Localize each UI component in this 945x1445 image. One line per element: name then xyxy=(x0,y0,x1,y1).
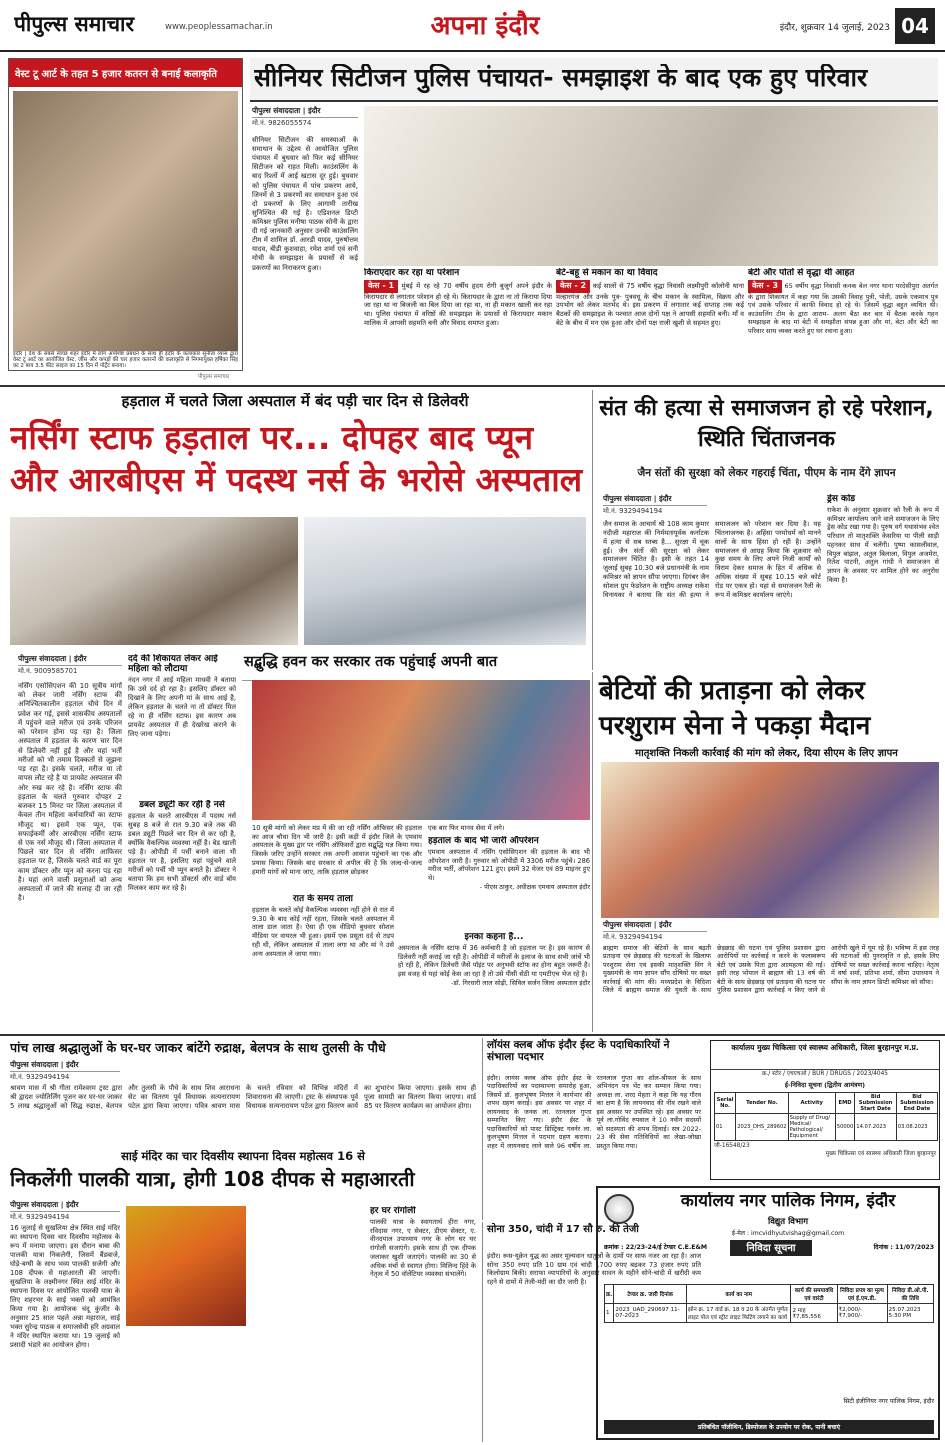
health-footer: मुख्य चिकित्सा एवं स्वास्थ्य अधिकारी जिला बुरहानपुर xyxy=(825,1150,936,1157)
saint-byline xyxy=(603,494,707,518)
dress-text: राकेश के अनुसार शुक्रवार को रैली के रूप में कमिश्नर कार्यालय जाने वाले समाजजन के लिए ड्रेस कोड रखा गया है। पुरुष वर्ग यथासंभव श्वेत परिधान तो मातृशक्ति केसरिया या पीली साड़ी पहनकर साथ में चलेंगी। पुष्पा कासलीवाल, विपुल बांझल, अतुल बिलाला, विपुल अजमेरा, रितेश पाटनी, अतुल गांधी ने समाजजन से ज्ञापन के अवसर पर शामिल होने का अनुरोध किया है। xyxy=(827,506,939,584)
case-2-title: बेटे-बहू से मकान का था विवाद xyxy=(556,268,658,278)
nigam-notice-no: क्रमांक : 22/23-24/ई टेण्डर C.E.E&M xyxy=(604,1244,708,1251)
operation-title: हड़ताल के बाद भी जारी ऑपरेशन xyxy=(428,836,539,846)
case-1-body: मुंबई में रह रहे 70 वर्षीय हृदय रोगी बुजुर्ग अपने इंदौर के किरायदार से लगातार परेशान हो रहे थे। किरायदार के द्वारा ना तो किराया दिया जा रहा था ना बिजली का बिल दिया जा रहा था, ना ही मकान खाली कर रहा था। पुलिस पंचायत में वरिष्ठों की समझाइश के प्रयासों से किरायदार मकान मालिक में आपसी सहमति बनी और विवाद समाप्त हुआ। xyxy=(364,282,552,328)
byline-city: इंदौर xyxy=(66,1060,79,1069)
table-cell: 50000 xyxy=(835,1114,855,1141)
sai-photo xyxy=(126,1206,246,1326)
table-header-cell: Bid Submission Start Date xyxy=(855,1093,897,1114)
hospital-kicker: हड़ताल में चलते जिला अस्पताल में बंद पड़ी चार दिन से डिलेवरी xyxy=(121,393,469,410)
hospital-photo-2 xyxy=(304,517,586,645)
masthead xyxy=(0,0,945,52)
sai-story xyxy=(10,1150,476,1440)
havan-photo xyxy=(252,680,590,820)
nigam-date: दिनांक : 11/07/2023 xyxy=(873,1244,934,1251)
hospital-mobile: मो.नं. 9009585701 xyxy=(18,667,78,675)
operation-credit: - पीएस ठाकुर, अधीक्षक एमवाय अस्पताल इंदौर xyxy=(479,882,590,891)
nigam-table xyxy=(604,1284,934,1323)
table-cell: 2023_UAD_290697 11-07-2023 xyxy=(614,1304,686,1323)
parshuram-body: ब्राह्मण समाज की बेटियों के साथ बढ़ती प्रताड़ना एवं छेड़छाड़ की घटनाओं के खिलाफ परशुराम सेना एवं इसकी मातृशक्ति विंग ने मुख्यमंत्री के नाम ज्ञापन सौंप दोषियों पर सख्त कार्रवाई की मांग की। मध्यप्रदेश के विदिशा जिले में ब्राह्मण समाज की युवती के साथ छेड़छाड़ की घटना एवं पुलिस प्रशासन द्वारा आरोपियों पर कार्रवाई न करने के फलस्वरूप बेटी एवं उसके पिता द्वारा आत्महत्या की गई। इसी तरह भोपाल में ब्राह्मण की 13 वर्ष की बेटी के साथ छेड़छाड़ एवं प्रताड़ना की घटना पर पुलिस प्रशासन द्वारा कार्रवाई न किए जाने से आरोपी खुले में घूम रहे है। भविष्य में इस तरह की घटनाओं की पुनरावृत्ति न हो, इसके लिए दोषियों पर सख्त कार्रवाई करना चाहिए। नेतृत्व में वर्षा शर्मा, प्रतिभा शर्मा, सीमा उपाध्याय ने सौंपा के नाम ज्ञापन डिप्टी कमिश्नर को सौंपा। xyxy=(603,944,939,995)
operation-text: एमवाय अस्पताल में नर्सिंग एसोसिएशन की हड़ताल के बाद भी ऑपरेशन जारी है। गुरुवार को ओपीडी में 3306 मरीज पहुंचे। 286 मरीज भर्ती, ऑपरेशन 121 हुए। इसमें 32 मेजर एवं 89 माइनर हुए थे। xyxy=(428,848,590,883)
case-1-text xyxy=(364,280,552,328)
gold-title: सोना 350, चांदी में 17 सौ रु. की तेजी xyxy=(487,1224,639,1235)
byline-city: इंदौर xyxy=(308,106,321,115)
rudraksh-mobile: मो.नं. 9329494194 xyxy=(10,1073,70,1081)
nigam-slogan: प्रतिबंधित पॉलीथिन, डिस्पोजल के उपयोग पर रोक, पानी बचाएं xyxy=(604,1420,934,1434)
parshuram-byline xyxy=(603,920,707,942)
nigam-email: ई-मेल : imcvidhyutvishag@gmail.com xyxy=(731,1230,845,1237)
case-2 xyxy=(556,268,744,368)
hospital-byline-text: पीपुल्स संवाददाता | इंदौर xyxy=(18,654,122,666)
case-3-body: 65 वर्षीय वृद्धा निवासी कनक बेल नगर थाना परदेसीपुरा अंतर्गत के द्वारा शिकायत में कहा गया कि उसकी विवाह पुत्री, पोती, उसके एकमात्र पुत्र एवं उसके परिवार में काफी विवाद हो रहे थे। जिसमें वृद्धा बहुत व्यथित थी। काउंसलिंग टीम के द्वारा आराम- अलग बैठा कर बार में बैठक करके गहन समझाइश के बाद मां बेटी में समझौता संपन्न हुआ और मां, बेटा और बेटी का परिवार साथ व्यक्त करते हुए घर रवाना हुआ। xyxy=(748,282,938,335)
byline-name: पीपुल्स संवाददाता xyxy=(10,1060,59,1069)
byline-name: पीपुल्स संवाददाता xyxy=(18,654,67,663)
parshuram-photo xyxy=(601,762,939,918)
lions-body: इंदौर। लायंस क्लब ऑफ इंदौर ईस्ट के पदाधिकारियों का पदस्थापना समारोह हुआ, जिसमें डॉ. कुलभूषण मित्तल ने कार्यभार की शपथ ग्रहण कराई। इस अवसर पर शहर में लायनवाद के जनक ला. रतनलाल गुप्ता सम्मानित किए गए। इंदौर ईस्ट के पदाधिकारियों को पास्ट डिस्ट्रिक्ट गवर्नर ला. कुलभूषण मित्तल ने पदभार ग्रहण कराया। शहर में लायनवाद लाने वाले 96 वर्षीय ला. रतनलाल गुप्ता का शॉल-श्रीफल के साथ अभिनंदन पत्र भेंट कर सम्मान किया गया। अध्यक्ष ला. शरद मेहता ने कहा कि यह गौरव का क्षण है कि लायनवाद की नींव रखने वाले इस अवसर पर उपस्थित रहे। इस अवसर पर पूर्व ला.गोविंद रुपवाल ने 10 नवीन सदस्यों को सदस्यता की शपथ दिलाई। सत्र 2022-23 की सेवा गतिविधियों का लेखा-जोखा प्रस्तुत किया गया। xyxy=(487,1074,701,1150)
lions-headline: लॉयंस क्लब ऑफ इंदौर ईस्ट के पदाधिकारियों ने संभाला पदभार xyxy=(487,1039,670,1063)
rudraksh-byline-text: पीपुल्स संवाददाता | इंदौर xyxy=(10,1060,120,1072)
havan-col-1: 10 सूत्री मांगों को लेकर मप्र में की जा रही नर्सिंग ऑफिसर की हड़ताल का आज चौथा दिन भी जारी है। इसी कड़ी में इंदौर जिले के एमवाय अस्पताल के मुख्य द्वार पर नर्सिंग ऑफिसरों द्वारा सद्बुद्धि यज्ञ किया गया। जिसके जरिए उन्होंने सरकार तक अपनी आवाज पहुंचाने का एक और प्रयास किया। जिसके बाद सरकार से अपील की है कि जल्द-से-जल्द हमारी मांगों को माना जाए, ताकि हड़ताल छोड़कर xyxy=(252,824,422,876)
divider-2 xyxy=(0,1034,945,1036)
table-header-cell: Bid Submission End Date xyxy=(896,1093,937,1114)
senior-byline xyxy=(252,106,358,134)
parshuram-sub: मातृशक्ति निकली कार्रवाई की मांग को लेकर, दिया सीएम के लिए ज्ञापन xyxy=(635,748,898,759)
night-title: रात के समय ताला xyxy=(292,894,354,904)
masthead-logo xyxy=(14,10,164,40)
health-table-header xyxy=(715,1093,938,1114)
parshuram-byline-text: पीपुल्स संवाददाता | इंदौर xyxy=(603,920,707,932)
art-headline: वेस्ट टू आर्ट के तहत 5 हजार कतरन से बनाई कलाकृति xyxy=(9,59,242,87)
havan-headline: सद्बुद्धि हवन कर सरकार तक पहुंचाई अपनी बात xyxy=(242,650,590,681)
page-number: 04 xyxy=(895,8,935,44)
nigam-table-header xyxy=(605,1285,934,1304)
sai-box-title: हर घर रांगोली xyxy=(370,1206,416,1216)
side-1-title: दर्द की शिकायत लेकर आई महिला को लौटाया xyxy=(128,654,218,675)
senior-body: सीनियर सिटीजन की समस्याओं के समाधान के उद्देश्य से आयोजित पुलिस पंचायत में बुधवार को फिर कई सीनियर सिटीजन को राहत मिली। काउंसलिंग के बाद रिश्तों में आई खटास दूर हुई। बुधवार को पुलिस पंचायत में पांच प्रकरण आये, जिनमें से 3 प्रकरणों का समाधान हुआ एवं दो प्रकरणों के लिए आगामी तारीख सुनिश्चित की गई है। एडिशनल डिप्टी कमिश्नर पुलिस मनीषा पाठक सोनी के द्वारा दी गई जानकारी अनुसार उनकी काउंसलिंग टीम में शामिल डॉ. आरडी यादव, पुरुषोत्तम यादव, बीडी कुशवाहा, रमेश शर्मा एवं सनी मोची के समझाइश के प्रयासों से कई प्रकरणों का निराकरण हुआ। xyxy=(252,136,358,272)
sai-body-col-1: 16 जुलाई से सुखलिया क्षेत्र स्थित साई मंदिर का स्थापना दिवस चार दिवसीय महोत्सव के रूप में मनाया जाएगा। इस दौरान बाबा की पालकी यात्रा निकलेगी, जिसमें बैंडबाजे, घोड़े-बग्घी के साथ भव्य पालकी सजेगी और 108 दीपक से महाआरती की जाएगी। सुखलिया के लक्ष्मीनगर स्थित साई मंदिर के स्थापना दिवस पर आयोजित पालकी यात्रा के लिए शहरभर के साई भक्तों को आमंत्रित किया गया है। आयोजक चंदू कुंजीर के अनुसार 25 साल पहले अन्ना महाराज, साई भक्त सुरेन्द्र पाठक व समाजसेवी हरि अग्रवाल ने मंदिर स्थापित कराया था। 19 जुलाई को प्रसादी भंडारे का आयोजन होगा। xyxy=(10,1224,120,1349)
quote-text: अस्पताल के नर्सिंग स्टाफ में 36 कर्मचारी है जो हड़ताल पर है। इस कारण से डिलेवरी नहीं कराई जा रही है। ओपीडी में मरीजों के इलाज के साथ सभी जांचें भी हो रही है, लेकिन डिलेवरी जैसे पॉइंट पर अनुभवी स्टॉफ का होना बहुत जरूरी है। इस वजह से यहां कोई केस आ रहा है तो उसे पीसी सेठी या एमटीएच भेज रहे है। xyxy=(398,944,590,979)
case-2-label: केस - 2 xyxy=(556,280,590,293)
quote-credit: -डॉ. गिरधारी लाल सोढ़ी, सिविल सर्जन जिला अस्पताल इंदौर xyxy=(451,978,590,987)
sai-headline: निकलेंगी पालकी यात्रा, होगी 108 दीपक से महाआरती xyxy=(10,1167,415,1191)
art-caption: इंदौर | देश के सबसे स्वच्छ शहर इंदौर में लोग अपशिष्ट प्रबंधन के साथ ही इंदौर के कलाकार सुनीता व्यास द्वारा वेस्ट टू आर्ट का आयोजित वेस्ट, जींस और कपड़ों की चार हजार कतरनों की कलाकृति से निगमायुक्त हर्षिका सिंह का 2 बाय 3.5 फीट साइज का 15 दिन में पोर्ट्रेट बनाया। xyxy=(13,351,238,369)
havan-col-2: एक बार फिर मानव सेवा में लगे। xyxy=(428,824,505,832)
byline-city: इंदौर xyxy=(659,494,672,503)
health-table xyxy=(714,1092,938,1141)
byline-city: इंदौर xyxy=(74,654,87,663)
table-row xyxy=(605,1304,934,1323)
rudraksh-body: श्रावण मास में श्री गीता रामेश्वरम ट्रस्ट द्वारा श्री द्वादश ज्योतिर्लिंग पूजन कर घर-घर जाकर 5 लाख श्रद्धालुओं को सिद्ध रुद्राक्ष, बेलपत्र और तुलसी के पौधे के साथ शिव आराधना सेट का वितरण पूर्व विधायक सत्यनारायण पटेल द्वारा किया जाएगा। पवित्र श्रावण मास के चलते रविवार को विभिन्न मंदिरों में शिवाराधना की जाएगी। ट्रस्ट के संस्थापक पूर्व विधायक सत्यनारायण पटेल द्वारा वितरण कार्य का शुभारंभ किया जाएगा। इसके साथ ही पूजा सामग्री का वितरण किया जाएगा। वार्ड 85 पर वितरण कार्यक्रम का आयोजन होगा। xyxy=(10,1084,476,1110)
sai-byline xyxy=(10,1200,120,1222)
table-cell: 03.08.2023 xyxy=(896,1114,937,1141)
nigam-dept: विद्युत विभाग xyxy=(768,1217,808,1227)
health-notice: ई-निविदा सूचना (द्वितीय आमंत्रण) xyxy=(784,1080,866,1089)
table-header-cell: Serial No. xyxy=(715,1093,736,1114)
case-3 xyxy=(748,268,938,368)
table-header-cell: कार्य का नाम xyxy=(686,1285,791,1304)
art-photo xyxy=(13,91,238,351)
nigam-footer: सिटी इंजीनियर नगर पालिक निगम, इंदौर xyxy=(843,1398,934,1405)
saint-sub: जैन संतों की सुरक्षा को लेकर गहराई चिंता, पीएम के नाम देंगे ज्ञापन xyxy=(637,467,896,479)
table-cell: 2023_DHS_289602 xyxy=(736,1114,788,1141)
table-header-cell: निविदा प्रपत्र का मूल्य एवं ई.एम.डी. xyxy=(837,1285,887,1304)
nigam-title: कार्यालय नगर पालिक निगम, इंदौर xyxy=(680,1192,896,1211)
byline-name: पीपुल्स संवाददाता xyxy=(603,494,652,503)
table-header-cell: निविदा डी.ओ.पी. की तिथि xyxy=(887,1285,933,1304)
operation-box xyxy=(428,836,590,928)
senior-headline: सीनियर सिटीजन पुलिस पंचायत- समझाइश के बाद एक हुए परिवार xyxy=(254,64,868,92)
saint-mobile: मो.नं. 9329494194 xyxy=(603,507,663,515)
table-cell: ₹2,000/- ₹7,900/- xyxy=(837,1304,887,1323)
table-cell: 01 xyxy=(715,1114,736,1141)
health-title: कार्यालय मुख्य चिकित्सा एवं स्वास्थ्य अधिकारी, जिला बुरहानपुर म.प्र. xyxy=(711,1041,939,1070)
night-text: हड़ताल के चलते कोई वैकल्पिक व्यवस्था नहीं होने से रात में 9.30 के बाद कोई नहीं रहता, जिसके चलते अस्पताल में ताला डाल जाता है। ऐसा ही एक वीडियो बुधवार सोशल मीडिया पर वायरल भी हुआ। इसमें एक प्रसूता दर्द से तड़प रही थी, लेकिन अस्पताल में ताला लगा था और मां ने उसे अन्य अस्पताल ले जाया गया। xyxy=(252,906,394,958)
senior-headline-bar xyxy=(250,58,938,102)
table-header-cell: Activity xyxy=(788,1093,835,1114)
hospital-body: नर्सिंग एसोसिएशन की 10 सूत्रीय मांगों को लेकर जारी नर्सिंग स्टाफ की अनिश्चितकालीन हड़ताल चौथे दिन में प्रवेश कर गई, इससे शासकीय अस्पतालों में पहुंचने वाले मरीज एवं उनके परिजन को परेशान होना पड़ रहा है। जिला अस्पताल में हड़ताल के कारण चार दिन से डिलेवरी नहीं हुई है और यहां भर्ती मरीजों को भी तमाम दिक्कतों से जूझना पड़ रहा है। इसके चलते, मरीज या तो वापस लौट रहे है या प्रायवेट अस्पताल की ओर रुख कर रहे है। नर्सिंग स्टाफ की हड़ताल के चलते गुरुवार दोपहर 2 बजकर 15 मिनट पर जिला अस्पताल में केवल तीन महिला कर्मचारियों का स्टाफ मौजूद था। इसमें एक प्यून, एक सफाईकर्मी और आरबीएस नर्सिंग स्टाफ से एक नर्स मौजूद थी। जिला अस्पताल में पिछले चार दिन से नर्सिंग आफिसर हड़ताल पर है, जिसके चलते वार्ड का पूरा काम डॉक्टर और प्यून को करना पड़ रहा है। यहां आने वाली प्रसूताओं को अन्य अस्पतालों में जाने की सलाह दी जा रही है। xyxy=(18,682,122,903)
table-cell: झोन क्र. 17 वार्ड क्र. 18 व 20 के अंतर्गत पूर्णतः लाइट पोल एवं स्ट्रीट लाइट फिटिंग लगाने का कार्य xyxy=(686,1304,791,1323)
hospital-photo-1 xyxy=(10,517,298,645)
havan-story xyxy=(242,650,590,1024)
dress-box xyxy=(827,494,939,664)
table-header-cell: क्र. xyxy=(605,1285,614,1304)
nigam-tender-ad xyxy=(596,1186,940,1440)
table-cell: 25.07.2023 5:30 PM xyxy=(887,1304,933,1323)
side-2-title: डबल ड्यूटी कर रही है नर्स xyxy=(139,800,225,810)
gold-text: इंदौर। रूस-यूक्रेन युद्ध का असर मूल्यवान धातुओं के दामों पर साफ नजर आ रहा है। आज सोना 350 रुपए प्रति 10 ग्राम एवं चांदी 1700 रुपए बढ़कर 73 हजार रुपए प्रति किलोग्राम बिकी। सराफा व्यापारियों के अनुसार सावन के महीने सोने-चांदी में खरीदी कम रहने से दामों में तेजी-मंदी का दौर जारी है। xyxy=(487,1252,701,1287)
section-title-text: अपना इंदौर xyxy=(430,11,540,41)
divider-1 xyxy=(0,385,945,387)
table-cell: Supply of Drug/ Medical/ Pathological/ Equipment xyxy=(788,1114,835,1141)
sai-mobile: मो.नं. 9329494194 xyxy=(10,1213,70,1221)
byline-city: इंदौर xyxy=(66,1200,79,1209)
night-box xyxy=(252,894,394,1024)
senior-byline-text: पीपुल्स संवाददाता | इंदौर xyxy=(252,106,358,118)
byline-city: इंदौर xyxy=(659,920,672,929)
saint-body: जैन समाज के आचार्य श्री 108 काम कुमार नंदीजी महाराज की निर्ममतापूर्वक कर्नाटक में हत्या से सब स्तब्ध है... सुरक्षा में चूक हुई। जैन संतों की सुरक्षा को लेकर समाजजन चिंतित है। इसी के तहत 14 जुलाई सुबह 10.30 बजे प्रधानमंत्री के नाम कमिश्नर को ज्ञापन सौंपा जाएगा। दिगंबर जैन सोशल ग्रुप फेडरेशन के राष्ट्रीय अध्यक्ष राकेश विनायका ने बताया कि संत की हत्या ने समाजजन को परेशान कर दिया है। यह चिंतनाजनक है। अहिंसा परमोधर्म को मानने वालों के साथ हिंसा हो रही है। उन्होंने समाजजन से आग्रह किया कि शुक्रवार को कुछ समय के लिए अपने निजी कार्यों को विराम देकर समाज के हित में अधिक से अधिक संख्या में सुबह 10.15 बजे कोर्ट रोड पर एकत्र हो। यहां से समाजजन रैली के रूप में कमिश्नर कार्यालय जाएंगे। xyxy=(603,520,821,599)
byline-name: पीपुल्स संवाददाता xyxy=(603,920,652,929)
art-credit: पीपुल्स समाचार xyxy=(198,374,230,380)
case-1-label: केस - 1 xyxy=(364,280,398,293)
dress-title: ड्रेस कोड xyxy=(827,494,856,504)
sai-kicker: साई मंदिर का चार दिवसीय स्थापना दिवस महोत्सव 16 से xyxy=(121,1150,365,1163)
nigam-emblem-icon xyxy=(604,1194,634,1224)
table-row xyxy=(715,1114,938,1141)
senior-mobile: मो.नं. 9826055574 xyxy=(252,119,312,127)
byline-name: पीपुल्स संवाददाता xyxy=(10,1200,59,1209)
senior-photo xyxy=(364,106,938,266)
health-ref: क्र./ स्टोर / एचएचओ / BUR / DRUGS / 2023/4045 xyxy=(761,1071,888,1077)
quote-title: इनका कहना है... xyxy=(464,932,524,942)
case-3-text xyxy=(748,280,938,335)
table-header-cell: टेण्डर क्र. जारी दिनांक xyxy=(614,1285,686,1304)
quote-box xyxy=(398,932,590,1024)
saint-byline-text: पीपुल्स संवाददाता | इंदौर xyxy=(603,494,707,506)
table-header-cell: कार्य की समयावधि एवं वारंटी xyxy=(791,1285,837,1304)
rudraksh-story xyxy=(10,1038,476,1148)
case-2-body: कई सालों से 75 वर्षीय वृद्धा निवासी लक्ष्मीपुरी कॉलोनी थाना मल्हारगंज और उनके पुत्र- पुत्रवधू के बीच मकान के स्वामित्व, विक्रय और उपभोग को लेकर मतभेद थे। इस प्रकरण में लगातार कई सप्ताह तक कई बैठकों की समझाइश के पश्चात आज दोनों पक्ष ने आपसी सहमति बनी। माँ व बेटे के बीच में मन एक हुआ और दोनों पक्ष राजी खुशी से सहमत हुए। xyxy=(556,282,744,328)
parshuram-story xyxy=(592,672,940,1032)
health-job: जी-16548/23 xyxy=(714,1143,750,1150)
hospital-side-2 xyxy=(128,800,236,1020)
case-3-title: बेटी और पोतों से वृद्धा थी आहत xyxy=(748,268,855,278)
hospital-headline: नर्सिंग स्टाफ हड़ताल पर... दोपहर बाद प्यून और आरबीएस में पदस्थ नर्स के भरोसे अस्पताल xyxy=(10,418,583,500)
byline-name: पीपुल्स संवाददाता xyxy=(252,106,301,115)
table-header-cell: EMD xyxy=(835,1093,855,1114)
table-header-cell: Tender No. xyxy=(736,1093,788,1114)
hospital-side-1 xyxy=(128,654,236,794)
sai-byline-text: पीपुल्स संवाददाता | इंदौर xyxy=(10,1200,120,1212)
saint-headline: संत की हत्या से समाजजन हो रहे परेशान, स्थिति चिंताजनक xyxy=(599,396,934,452)
case-1 xyxy=(364,268,552,368)
sai-box xyxy=(370,1206,476,1438)
health-tender-ad xyxy=(710,1040,940,1180)
side-2-text: हड़ताल के चलते आरबीएस में पदस्थ नर्स सुबह 8 बजे से रात 9.30 बजे तक की डबल ड्यूटी पिछले चार दिन से कर रही है, क्योंकि वैकल्पिक व्यवस्था नहीं है। बेड खाली पड़े है। ओपीडी में पर्ची बनाने वाला भी हड़ताल पर है, इसलिए यहां पहुंचने वाले मरीजों को पर्ची भी प्यून बनाते है। डॉक्टर ने बताया कि हम सभी डॉक्टर्स और वार्ड बॉय मिलकर काम कर रहे है। xyxy=(128,812,236,892)
table-cell: 14.07.2023 xyxy=(855,1114,897,1141)
art-story xyxy=(8,58,243,371)
table-cell: 1 xyxy=(605,1304,614,1323)
sai-box-text: पालकी यात्रा के स्वागतार्थ हीरा नगर, रविदास नगर, ए सेक्टर, डीएम सेक्टर, ए. वीनदयाल उपाध्याय नगर के लोग घर घर रांगोली सजाएंगे। इसके साथ ही एक दीपक जलाकर खुशी जताएंगे। पालकी का 30 से अधिक मंचों से स्वागत होगा। मिलिन्द हिंदे के नेतृत्व में 50 वॉलेंटियर व्यवस्था संभालेंगे। xyxy=(370,1218,476,1279)
case-2-text xyxy=(556,280,744,328)
parshuram-headline: बेटियों की प्रताड़ना को लेकर परशुराम सेना ने पकड़ा मैदान xyxy=(599,676,871,742)
case-1-title: किराएदार कर रहा था परेशान xyxy=(364,268,460,278)
saint-story xyxy=(592,390,940,670)
side-1-text: नंदन नगर में आई महिला माधवी ने बताया कि उसे दर्द हो रहा है। इसलिए डॉक्टर को दिखाने के लिए अपनी मां के साथ आई है, लेकिन हड़ताल के चलते ना तो डॉक्टर मिल रहे ना ही नर्सिंग स्टाफ। इस कारण अब प्रायवेट अस्पताल में ही देखरेख कराने के लिए जाना पड़ेगा। xyxy=(128,676,236,738)
brand-name: पीपुल्स समाचार xyxy=(14,11,135,36)
dateline: इंदौर, शुक्रवार 14 जुलाई, 2023 xyxy=(779,23,890,33)
parshuram-mobile: मो.नं. 9329494194 xyxy=(603,933,663,941)
hospital-byline xyxy=(18,654,122,680)
rudraksh-byline xyxy=(10,1060,120,1082)
masthead-url: www.peoplessamachar.in xyxy=(165,22,273,32)
table-cell: 2 माह ₹7,85,556 xyxy=(791,1304,837,1323)
rudraksh-headline: पांच लाख श्रद्धालुओं के घर-घर जाकर बांटेंगे रुद्राक्ष, बेलपत्र के साथ तुलसी के पौधे xyxy=(10,1040,386,1055)
nigam-notice-title: निविदा सूचना xyxy=(730,1240,812,1256)
section-title xyxy=(370,6,600,46)
case-3-label: केस - 3 xyxy=(748,280,782,293)
